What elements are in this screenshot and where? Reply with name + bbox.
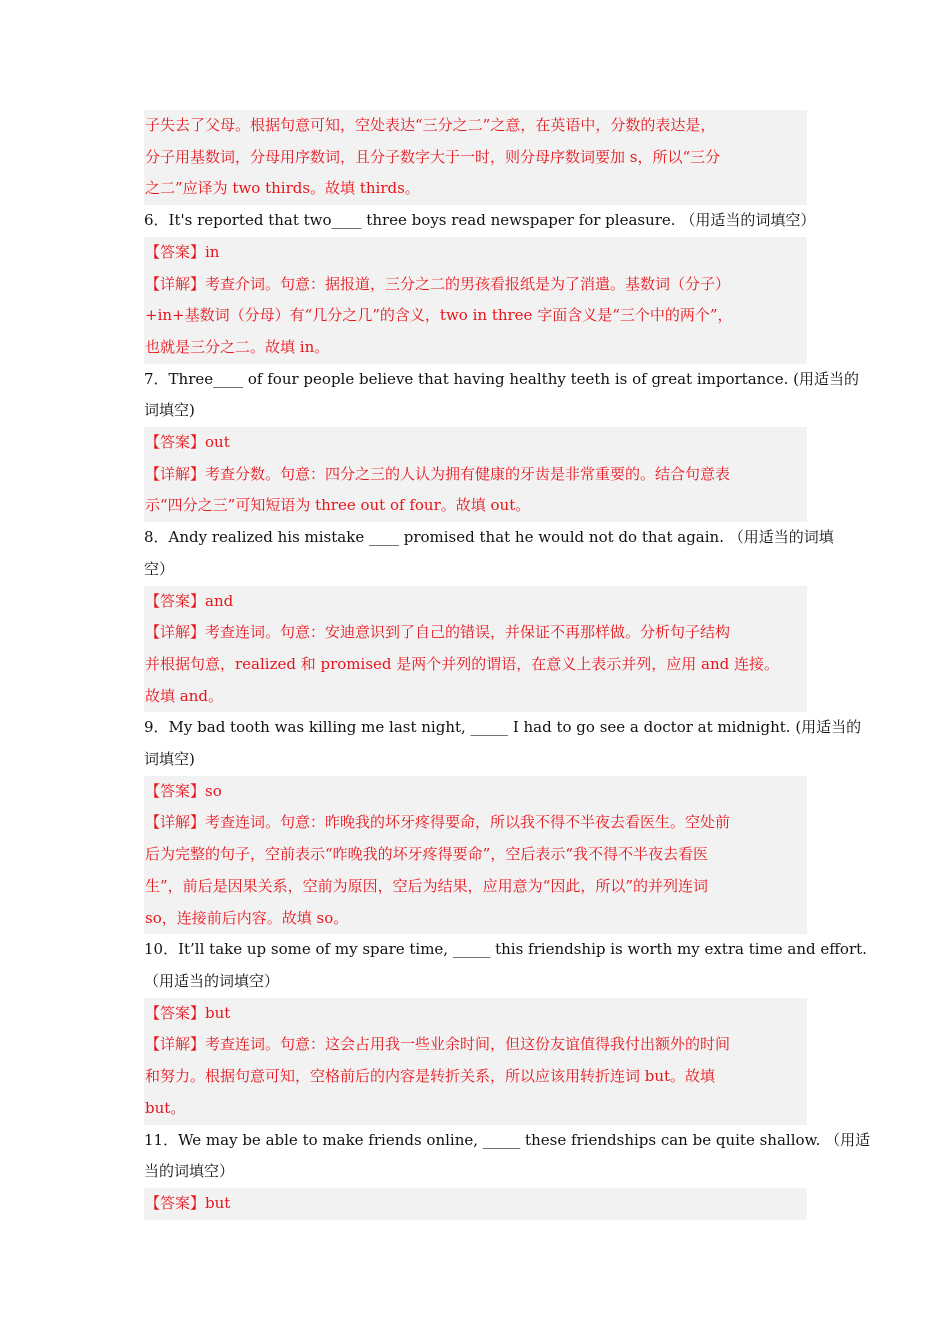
answer-box xyxy=(144,586,807,713)
answer-text: 【答案】but xyxy=(145,1193,231,1212)
question-block xyxy=(144,1125,871,1220)
question-text: （用适当的词填空） xyxy=(144,971,280,990)
answer-text: 【答案】and xyxy=(145,591,234,610)
question-block xyxy=(144,364,859,523)
answer-box xyxy=(144,427,807,522)
explanation-text: 【详解】考查连词。句意：这会占用我一些业余时间，但这份友谊值得我付出额外的时间 xyxy=(145,1035,731,1054)
explanation-text: 故填 and。 xyxy=(145,686,223,705)
answer-box xyxy=(144,1188,807,1220)
explanation-text: 后为完整的句子，空前表示“昨晚我的坏牙疼得要命”，空后表示“我不得不半夜去看医 xyxy=(145,845,709,864)
explanation-text: 【详解】考查连词。句意：安迪意识到了自己的错误，并保证不再那样做。分析句子结构 xyxy=(145,623,731,642)
explanation-text: 和努力。根据句意可知，空格前后的内容是转折关系，所以应该用转折连词 but。故填 xyxy=(145,1067,716,1086)
question-block xyxy=(144,934,867,1124)
explanation-text: 【详解】考查分数。句意：四分之三的人认为拥有健康的牙齿是非常重要的。结合句意表 xyxy=(145,464,731,483)
question-text: 7．Three____ of four people believe that having healthy teeth is of great importance. (用适当的 xyxy=(144,369,859,388)
explanation-text: 【详解】考查介词。句意：据报道，三分之二的男孩看报纸是为了消遣。基数词（分子） xyxy=(145,274,731,293)
question-block xyxy=(144,110,807,205)
answer-text: 【答案】but xyxy=(145,1003,231,1022)
question-text: 当的词填空） xyxy=(144,1162,235,1181)
question-text: 8．Andy realized his mistake ____ promised that he would not do that again. （用适当的词填 xyxy=(144,528,834,547)
question-block xyxy=(144,522,834,712)
document-content xyxy=(144,110,871,1220)
question-text: 空） xyxy=(144,559,175,578)
question-text: 9．My bad tooth was killing me last night, _____ I had to go see a doctor at midnight. (用适当的 xyxy=(144,718,862,737)
explanation-text: but。 xyxy=(145,1098,186,1117)
answer-text: 【答案】out xyxy=(145,433,230,452)
question-text: 词填空) xyxy=(144,401,195,420)
question-text: 11．We may be able to make friends online, _____ these friendships can be quite shallow. （用适 xyxy=(144,1130,871,1149)
question-text: 词填空) xyxy=(144,750,195,769)
answer-box xyxy=(144,776,807,935)
explanation-text: 分子用基数词，分母用序数词，且分子数字大于一时，则分母序数词要加 s，所以“三分 xyxy=(145,147,721,166)
answer-text: 【答案】so xyxy=(145,781,222,800)
question-block xyxy=(144,712,862,934)
explanation-text: 之二”应译为 two thirds。故填 thirds。 xyxy=(145,179,420,198)
answer-text: 【答案】in xyxy=(145,242,220,261)
answer-box xyxy=(144,237,807,364)
explanation-text: 并根据句意，realized 和 promised 是两个并列的谓语，在意义上表示并列，应用 and 连接。 xyxy=(145,654,780,673)
explanation-text: 【详解】考查连词。句意：昨晚我的坏牙疼得要命，所以我不得不半夜去看医生。空处前 xyxy=(145,813,731,832)
explanation-text: +in+基数词（分母）有“几分之几”的含义，two in three 字面含义是“三个中的两个”， xyxy=(145,306,733,325)
question-text: 10．It’ll take up some of my spare time, _____ this friendship is worth my extra time and effort. xyxy=(144,940,867,959)
question-block xyxy=(144,205,816,364)
explanation-text: 也就是三分之二。故填 in。 xyxy=(145,337,330,356)
explanation-text: 示“四分之三”可知短语为 three out of four。故填 out。 xyxy=(145,496,531,515)
answer-box xyxy=(144,998,807,1125)
explanation-text: so，连接前后内容。故填 so。 xyxy=(145,908,349,927)
explanation-text: 子失去了父母。根据句意可知，空处表达“三分之二”之意，在英语中，分数的表达是， xyxy=(145,116,716,134)
answer-box xyxy=(144,110,807,205)
question-text: 6．It's reported that two____ three boys read newspaper for pleasure. （用适当的词填空） xyxy=(144,211,816,230)
explanation-text: 生”，前后是因果关系，空前为原因，空后为结果，应用意为“因此，所以”的并列连词 xyxy=(145,876,709,895)
